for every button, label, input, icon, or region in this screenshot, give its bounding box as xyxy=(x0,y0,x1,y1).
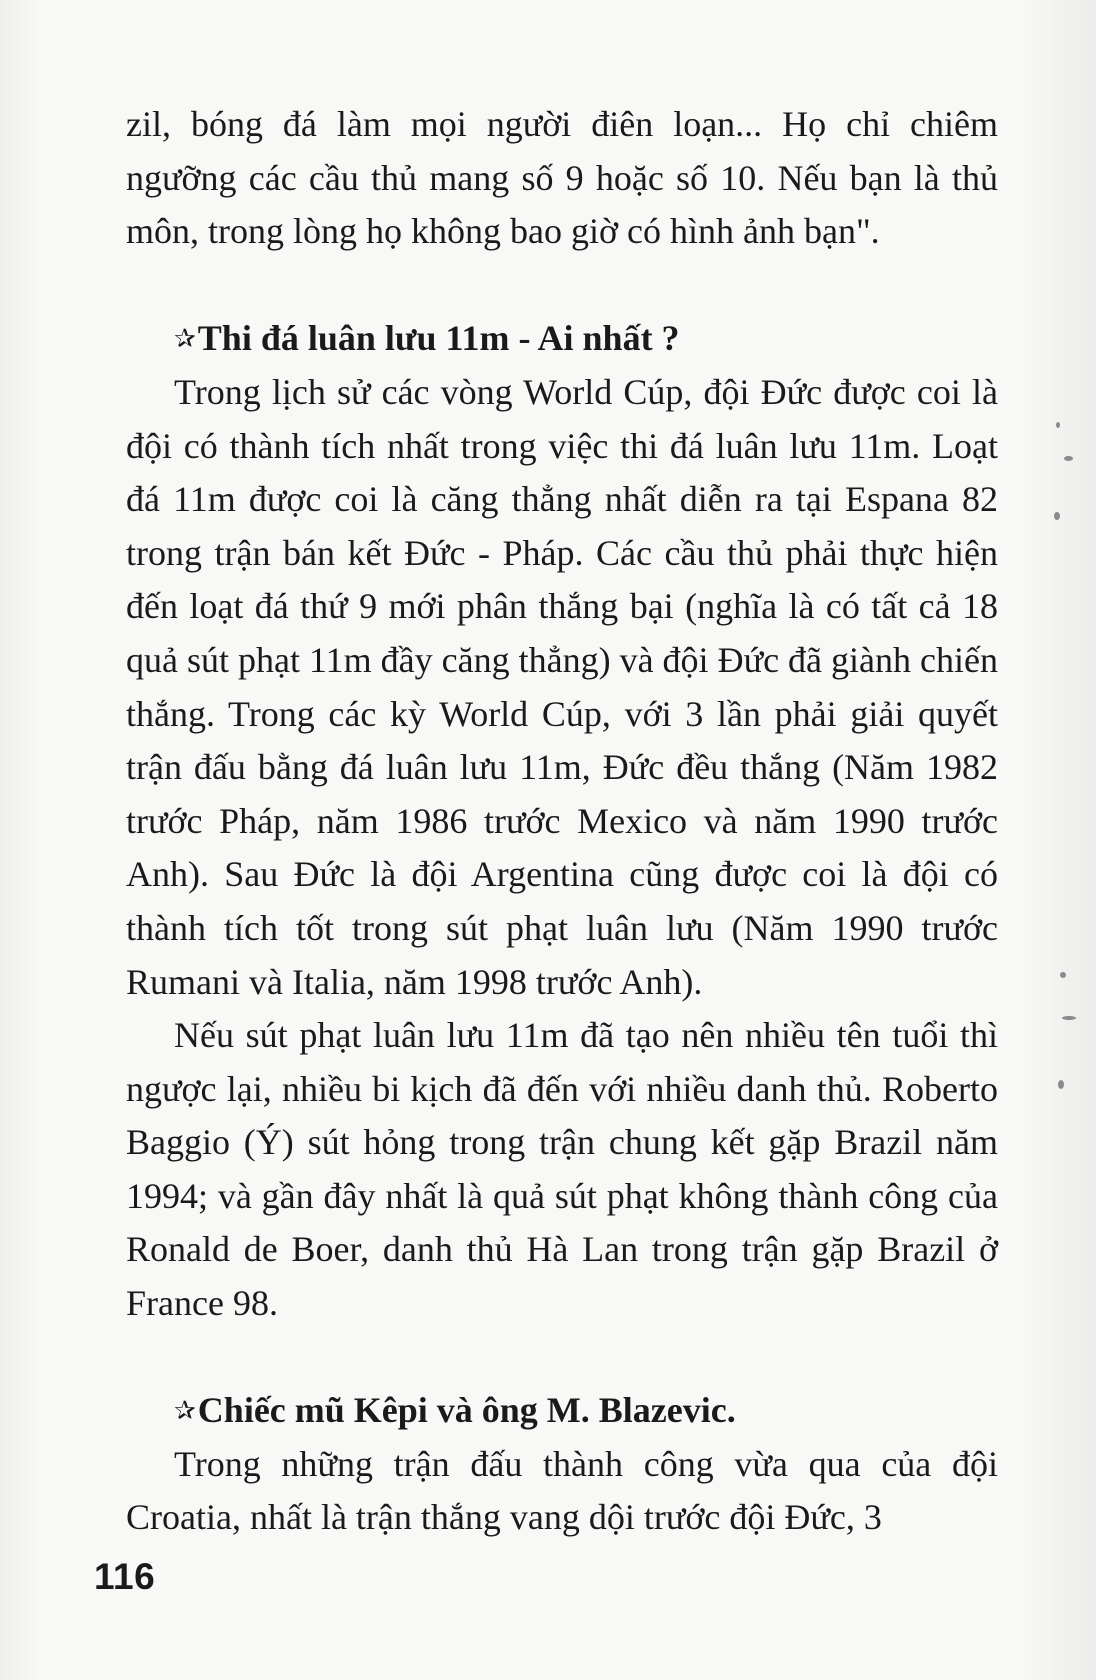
heading-text: Thi đá luân lưu 11m - Ai nhất ? xyxy=(197,318,680,359)
section-heading-kepi-hat xyxy=(126,1384,998,1438)
heading-text: Chiếc mũ Kêpi và ông M. Blazevic. xyxy=(197,1390,736,1431)
paragraph-germany-record: Trong lịch sử các vòng World Cúp, đội Đức được coi là đội có thành tích nhất trong việc thi đá luân lưu 11m. Loạt đá 11m được coi là căng thẳng nhất diễn ra tại Espana 82 trong trận bán kết Đức - Pháp. Các cầu thủ phải thực hiện đến loạt đá thứ 9 mới phân thắng bại (nghĩa là có tất cả 18 quả sút phạt 11m đầy căng thẳng) và đội Đức đã giành chiến thắng. Trong các kỳ World Cúp, với 3 lần phải giải quyết trận đấu bằng đá luân lưu 11m, Đức đều thắng (Năm 1982 trước Pháp, năm 1986 trước Mexico và năm 1990 trước Anh). Sau Đức là đội Argentina cũng được coi là đội có thành tích tốt trong sút phạt luân lưu (Năm 1990 trước Rumani và Italia, năm 1998 trước Anh). xyxy=(126,371,998,1002)
scan-speck xyxy=(1064,456,1073,461)
scan-speck xyxy=(1062,1016,1076,1020)
paragraph-penalty-tragedies: Nếu sút phạt luân lưu 11m đã tạo nên nhiều tên tuổi thì ngược lại, nhiều bi kịch đã đến với nhiều danh thủ. Roberto Baggio (Ý) sút hỏng trong trận chung kết gặp Brazil năm 1994; và gần đây nhất là quả sút phạt không thành công của Ronald de Boer, danh thủ Hà Lan trong trận gặp Brazil ở France 98. xyxy=(126,1015,998,1324)
page-body xyxy=(126,98,998,1545)
section-gap xyxy=(126,259,998,313)
paragraph-intro: zil, bóng đá làm mọi người điên loạn... Họ chỉ chiêm ngưỡng các cầu thủ mang số 9 hoặc số 10. Nếu bạn là thủ môn, trong lòng họ không bao giờ có hình ảnh bạn". xyxy=(126,104,998,252)
paragraph-croatia: Trong những trận đấu thành công vừa qua của đội Croatia, nhất là trận thắng vang dội trước đội Đức, 3 xyxy=(126,1443,998,1538)
scan-speck xyxy=(1060,972,1066,978)
star-icon: ✰ xyxy=(174,324,196,354)
section-heading-penalty-shootout xyxy=(126,312,998,366)
section-gap xyxy=(126,1331,998,1385)
scan-speck xyxy=(1056,422,1060,428)
page-number: 116 xyxy=(94,1556,156,1597)
scan-speck xyxy=(1058,1080,1064,1089)
scan-speck xyxy=(1054,512,1060,520)
star-icon: ✰ xyxy=(174,1396,196,1426)
